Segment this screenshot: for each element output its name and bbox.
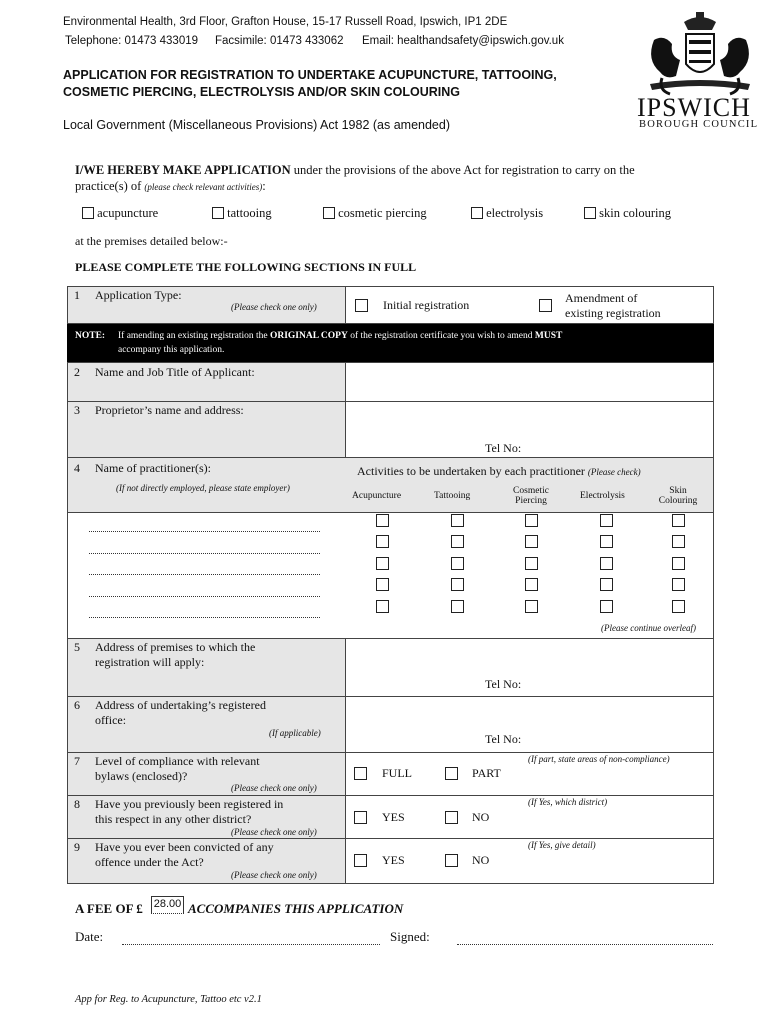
office-address-field[interactable]	[345, 696, 714, 753]
s4-label: Name of practitioner(s):	[95, 461, 211, 475]
intro-line-2	[75, 179, 266, 194]
amendment-label-2: existing registration	[565, 306, 661, 320]
s6-tel-label: Tel No:	[485, 732, 522, 746]
checkbox[interactable]	[584, 207, 596, 219]
grid-checkbox[interactable]	[376, 600, 389, 613]
grid-checkbox[interactable]	[525, 514, 538, 527]
col-line: Piercing	[515, 496, 547, 506]
title-line-2: COSMETIC PIERCING, ELECTROLYSIS AND/OR SKIN COLOURING	[63, 85, 461, 99]
col-skin-colouring	[654, 486, 702, 506]
s9-label-1: Have you ever been convicted of any	[95, 840, 274, 854]
s2-label: Name and Job Title of Applicant:	[95, 365, 255, 379]
signed-label: Signed:	[390, 929, 430, 944]
intro-note: (please check relevant activities)	[144, 182, 263, 192]
amendment-checkbox[interactable]	[539, 299, 552, 312]
col-cosmetic-piercing	[510, 486, 552, 506]
note-label: NOTE:	[75, 331, 106, 341]
date-label: Date:	[75, 929, 104, 944]
grid-checkbox[interactable]	[600, 514, 613, 527]
grid-checkbox[interactable]	[451, 600, 464, 613]
grid-checkbox[interactable]	[600, 578, 613, 591]
grid-checkbox[interactable]	[376, 535, 389, 548]
s8-label-2: this respect in any other district?	[95, 812, 252, 826]
section-number: 1	[74, 288, 80, 302]
grid-checkbox[interactable]	[376, 578, 389, 591]
grid-checkbox[interactable]	[525, 557, 538, 570]
grid-checkbox[interactable]	[451, 535, 464, 548]
premises-text: at the premises detailed below:-	[75, 234, 228, 248]
address-line: Environmental Health, 3rd Floor, Grafton House, 15-17 Russell Road, Ipswich, IP1 2DE	[63, 16, 508, 28]
practitioner-line[interactable]	[89, 596, 320, 597]
s5-label-2: registration will apply:	[95, 655, 205, 669]
grid-checkbox[interactable]	[672, 578, 685, 591]
convicted-no-label: NO	[472, 853, 490, 867]
s4-note: (If not directly employed, please state employer)	[116, 483, 290, 493]
footer-text: App for Reg. to Acupuncture, Tattoo etc v2.1	[75, 994, 262, 1005]
grid-checkbox[interactable]	[451, 514, 464, 527]
intro-bold: I/WE HEREBY MAKE APPLICATION	[75, 163, 291, 177]
section-number: 9	[74, 840, 80, 854]
s1-label: Application Type:	[95, 288, 182, 302]
practitioner-line[interactable]	[89, 617, 320, 618]
checkbox[interactable]	[212, 207, 224, 219]
activities-text: Activities to be undertaken by each practitioner	[357, 464, 588, 478]
s9-label-2: offence under the Act?	[95, 855, 204, 869]
title-line-1: APPLICATION FOR REGISTRATION TO UNDERTAKE ACUPUNCTURE, TATTOOING,	[63, 68, 557, 82]
s6-label-2: office:	[95, 713, 127, 727]
activities-heading	[357, 464, 641, 479]
option-skin-colouring[interactable]	[584, 206, 671, 221]
col-electrolysis: Electrolysis	[580, 491, 625, 501]
registered-yes-checkbox[interactable]	[354, 811, 367, 824]
grid-checkbox[interactable]	[600, 600, 613, 613]
intro-text-1: under the provisions of the above Act for registration to carry on the	[290, 163, 635, 177]
s7-label-1: Level of compliance with relevant	[95, 754, 260, 768]
initial-registration-label: Initial registration	[383, 298, 470, 312]
grid-checkbox[interactable]	[376, 514, 389, 527]
registered-no-label: NO	[472, 810, 490, 824]
s3-label: Proprietor’s name and address:	[95, 403, 244, 417]
option-label: electrolysis	[486, 206, 544, 220]
part-checkbox[interactable]	[445, 767, 458, 780]
complete-heading: PLEASE COMPLETE THE FOLLOWING SECTIONS IN FULL	[75, 260, 417, 274]
option-cosmetic-piercing[interactable]	[323, 206, 427, 221]
full-checkbox[interactable]	[354, 767, 367, 780]
option-label: acupuncture	[97, 206, 159, 220]
note-bold: ORIGINAL COPY	[269, 331, 348, 341]
checkbox[interactable]	[82, 207, 94, 219]
note-bold: MUST	[534, 331, 563, 341]
s8-note: (Please check one only)	[231, 827, 317, 837]
registered-no-checkbox[interactable]	[445, 811, 458, 824]
grid-checkbox[interactable]	[525, 535, 538, 548]
fee-amount-field[interactable]: 28.00	[151, 896, 184, 914]
logo-subtitle: BOROUGH COUNCIL	[639, 119, 759, 130]
section-number: 6	[74, 698, 80, 712]
initial-registration-checkbox[interactable]	[355, 299, 368, 312]
note-text: If amending an existing registration the	[118, 331, 270, 341]
logo-name: IPSWICH	[637, 93, 751, 122]
practitioner-line[interactable]	[89, 574, 320, 575]
col-acupuncture: Acupuncture	[352, 491, 402, 501]
s8-label-1: Have you previously been registered in	[95, 797, 284, 811]
s5-tel-label: Tel No:	[485, 677, 522, 691]
s1-note: (Please check one only)	[231, 302, 317, 312]
col-line: Cosmetic	[513, 486, 549, 496]
grid-checkbox[interactable]	[672, 535, 685, 548]
amendment-label-1: Amendment of	[565, 291, 638, 305]
section-number: 7	[74, 754, 80, 768]
grid-checkbox[interactable]	[672, 557, 685, 570]
s9-note: (Please check one only)	[231, 870, 317, 880]
option-electrolysis[interactable]	[471, 206, 543, 221]
overleaf-note: (Please continue overleaf)	[601, 623, 696, 633]
checkbox[interactable]	[471, 207, 483, 219]
act-title: Local Government (Miscellaneous Provisions) Act 1982 (as amended)	[63, 118, 450, 132]
intro-line-1	[75, 163, 635, 178]
option-label: cosmetic piercing	[338, 206, 427, 220]
s6-label-1: Address of undertaking’s registered	[95, 698, 266, 712]
checkbox[interactable]	[323, 207, 335, 219]
section-number: 2	[74, 365, 80, 379]
note-bar	[67, 324, 714, 362]
note-line-1	[118, 331, 562, 341]
col-line: Skin	[669, 486, 687, 496]
council-crest-icon	[640, 10, 760, 102]
full-label: FULL	[382, 766, 412, 780]
s7-side-note: (If part, state areas of non-compliance)	[528, 754, 670, 764]
col-line: Colouring	[658, 496, 698, 506]
col-tattooing: Tattooing	[434, 491, 471, 501]
intro-text-2: practice(s) of	[75, 179, 145, 193]
s3-tel-label: Tel No:	[485, 441, 522, 455]
s9-side-note: (If Yes, give detail)	[528, 840, 596, 850]
grid-checkbox[interactable]	[600, 535, 613, 548]
grid-checkbox[interactable]	[672, 514, 685, 527]
s7-note: (Please check one only)	[231, 783, 317, 793]
proprietor-address-field[interactable]	[345, 401, 714, 458]
registered-yes-label: YES	[382, 810, 405, 824]
s7-label-2: bylaws (enclosed)?	[95, 769, 188, 783]
practitioner-line[interactable]	[89, 553, 320, 554]
s8-side-note: (If Yes, which district)	[528, 797, 608, 807]
section-number: 4	[74, 461, 80, 475]
premises-address-field[interactable]	[345, 638, 714, 697]
convicted-no-checkbox[interactable]	[445, 854, 458, 867]
fee-suffix: ACCOMPANIES THIS APPLICATION	[188, 901, 404, 916]
note-line-2: accompany this application.	[118, 345, 225, 355]
section-number: 5	[74, 640, 80, 654]
practitioner-line[interactable]	[89, 531, 320, 532]
telephone-text: Telephone: 01473 433019	[65, 35, 199, 47]
option-acupuncture[interactable]	[82, 206, 158, 221]
grid-checkbox[interactable]	[451, 578, 464, 591]
grid-checkbox[interactable]	[525, 578, 538, 591]
section-number: 3	[74, 403, 80, 417]
email-text: Email: healthandsafety@ipswich.gov.uk	[362, 35, 564, 47]
grid-checkbox[interactable]	[525, 600, 538, 613]
option-tattooing[interactable]	[212, 206, 272, 221]
signature-field[interactable]	[457, 944, 713, 945]
note-text: of the registration certificate you wish to amend	[347, 331, 535, 341]
grid-checkbox[interactable]	[600, 557, 613, 570]
section-number: 8	[74, 797, 80, 811]
date-field[interactable]	[122, 944, 380, 945]
fee-prefix: A FEE OF £	[75, 901, 143, 916]
grid-checkbox[interactable]	[451, 557, 464, 570]
s6-note: (If applicable)	[269, 728, 321, 738]
intro-colon: :	[262, 179, 266, 193]
applicant-name-field[interactable]	[345, 362, 714, 402]
part-label: PART	[472, 766, 501, 780]
s5-label-1: Address of premises to which the	[95, 640, 256, 654]
option-label: skin colouring	[599, 206, 671, 220]
convicted-yes-checkbox[interactable]	[354, 854, 367, 867]
activities-note: (Please check)	[587, 467, 641, 477]
option-label: tattooing	[227, 206, 272, 220]
grid-checkbox[interactable]	[376, 557, 389, 570]
grid-checkbox[interactable]	[672, 600, 685, 613]
facsimile-text: Facsimile: 01473 433062	[215, 35, 344, 47]
convicted-yes-label: YES	[382, 853, 405, 867]
